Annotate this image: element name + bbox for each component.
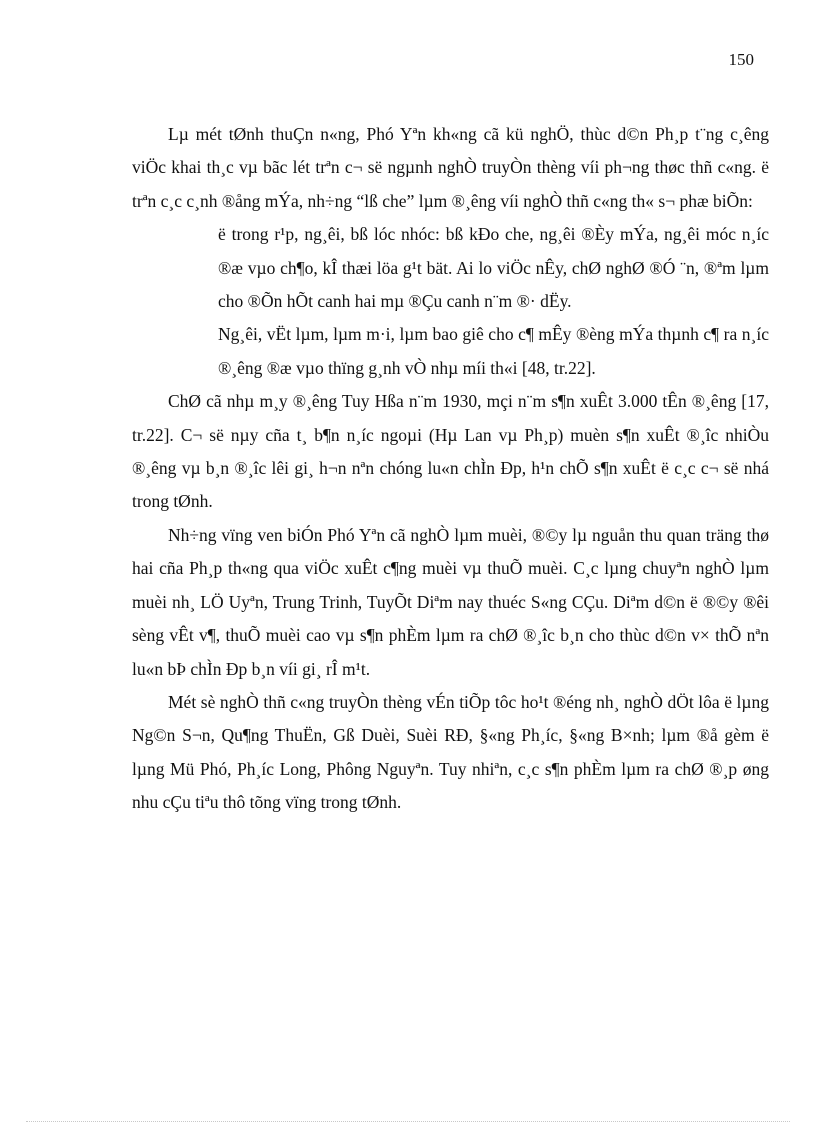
paragraph-crafts: Mét sè nghÒ thñ c«ng truyÒn thèng vÉn tiÕp tôc ho¹t ®éng nh¸ nghÒ dÖt lôa ë lµng Ng©n S¬n, Qu¶ng ThuËn, Gß Duèi, Suèi RÐ, §«ng Ph¸íc, §«ng B×nh; lµm ®å gèm ë lµng Mü Phó, Ph¸íc Long, Phông Nguyªn. Tuy nhiªn, c¸c s¶n phÈm lµm ra chØ ®¸p øng nhu cÇu tiªu thô tõng vïng trong tØnh. xyxy=(132,691,769,813)
bottom-divider xyxy=(26,1121,790,1122)
page-number: 150 xyxy=(728,50,754,69)
paragraph-sugar-factory: ChØ cã nhµ m¸y ®¸êng Tuy Hßa n¨m 1930, mçi n¨m s¶n xuÊt 3.000 tÊn ®¸êng [17, tr.22]. C¬ së nµy cña t¸ b¶n n¸íc ngoµi (Hµ Lan vµ Ph¸p) muèn s¶n xuÊt ®¸îc nhiÒu ®¸êng vµ b¸n ®¸îc lêi gi¸ h¬n nªn chóng lu«n chÌn Ðp, h¹n chÕ s¶n xuÊt ë c¸c c¬ së nhá trong tØnh. xyxy=(132,391,769,512)
block-quote-1: ë trong r¹p, ng¸êi, bß lóc nhóc: bß kÐo che, ng¸êi ®Èy mÝa, ng¸êi móc n¸íc ®æ vµo ch¶o, kÎ thæi löa g¹t bät. Ai lo viÖc nÊy, chØ nghØ ®Ó ¨n, ®ªm lµm cho ®Õn hÕt canh hai mµ ®Çu canh n¨m ®· dËy. xyxy=(218,224,769,312)
paragraph-intro: Lµ mét tØnh thuÇn n«ng, Phó Yªn kh«ng cã kü nghÖ, thùc d©n Ph¸p t¨ng c¸êng viÖc khai th¸c vµ bãc lét trªn c¬ së ngµnh nghÒ truyÒn thèng víi ph¬ng thøc thñ c«ng. ë trªn c¸c c¸nh ®ång mÝa, nh÷ng “lß che” lµm ®¸êng víi nghÒ thñ c«ng th« s¬ phæ biÕn: xyxy=(132,124,769,211)
block-quote-2: Ng¸êi, vËt lµm, lµm m·i, lµm bao giê cho c¶ mÊy ®èng mÝa thµnh c¶ ra n¸íc ®¸êng ®æ vµo thïng g¸nh vÒ nhµ míi th«i [48, tr.22]. xyxy=(218,324,769,378)
paragraph-salt: Nh÷ng vïng ven biÓn Phó Yªn cã nghÒ lµm muèi, ®©y lµ nguån thu quan träng thø hai cña Ph¸p th«ng qua viÖc xuÊt c¶ng muèi vµ thuÕ muèi. C¸c lµng chuyªn nghÒ lµm muèi nh¸ LÖ Uyªn, Trung Trinh, TuyÕt Diªm nay thuéc S«ng CÇu. Diªm d©n ë ®©y ®êi sèng vÊt v¶, thuÕ muèi cao vµ s¶n phÈm lµm ra chØ ®¸îc b¸n cho thùc d©n v× thÕ nªn lu«n bÞ chÌn Ðp b¸n víi gi¸ rÎ m¹t. xyxy=(132,524,769,679)
body-text xyxy=(132,118,769,820)
